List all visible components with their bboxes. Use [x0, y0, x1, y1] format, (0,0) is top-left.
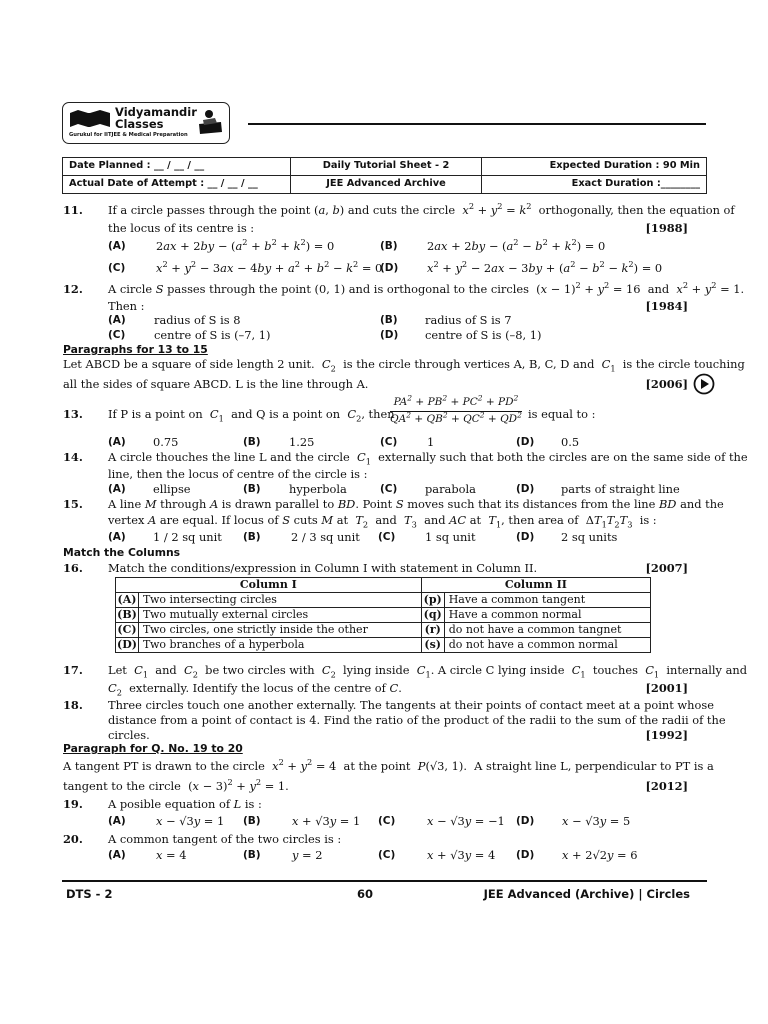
table-row [116, 638, 651, 653]
option-label: (D) [516, 436, 535, 448]
exact-duration: Exact Duration :________ [482, 176, 707, 194]
option-label: (B) [243, 849, 261, 861]
question-number: 13. [63, 407, 83, 421]
option-label: (D) [516, 531, 535, 543]
year-tag: [1988] [645, 221, 688, 235]
info-table [62, 157, 707, 194]
table-cell: Two branches of a hyperbola [139, 638, 422, 653]
question-text: line, then the locus of centre of the circle is : [108, 467, 368, 481]
question-text: Then : [108, 299, 145, 313]
fraction-expression: $\frac{PA^2 + PB^2 + PC^2 + PD^2}{QA^2 + QB^2 + QC^2 + QD^2}$ [390, 393, 522, 425]
option-label: (A) [108, 849, 126, 861]
logo-name [115, 106, 197, 130]
section-heading: Paragraphs for 13 to 15 [63, 343, 208, 356]
table-cell: (A) [116, 593, 139, 608]
option-label: (D) [516, 815, 535, 827]
question-number: 20. [63, 832, 83, 846]
option-text: centre of S is (–8, 1) [425, 328, 542, 342]
option-label: (A) [108, 436, 126, 448]
option-text: x = 4 [156, 848, 187, 862]
match-table [115, 577, 651, 653]
question-number: 15. [63, 497, 83, 511]
question-text: Three circles touch one another externally. The tangents at their points of contact meet at a point whose [108, 698, 714, 712]
option-label: (B) [243, 531, 261, 543]
question-text: If a circle passes through the point (a, b) and cuts the circle $x^2 + y^2 = k^2$ orthogonally, then the equation of [108, 201, 735, 217]
option-label: (C) [108, 262, 126, 274]
option-text: parts of straight line [561, 482, 680, 496]
option-text: x + √3y = 4 [427, 848, 496, 862]
year-tag: [2007] [645, 561, 688, 575]
footer-sheet-code: DTS - 2 [66, 887, 113, 901]
question-text: the locus of its centre is : [108, 221, 255, 235]
option-text: 2 sq units [561, 530, 618, 544]
option-text: x − √3y = −1 [427, 814, 505, 828]
sheet-title: Daily Tutorial Sheet - 2 [291, 158, 482, 176]
column-header: Column I [116, 578, 422, 593]
page-number: 60 [357, 887, 374, 901]
paragraph-text: tangent to the circle $(x - 3)^2 + y^2 = 1$. [63, 777, 289, 793]
logo [62, 102, 230, 144]
table-cell: Two intersecting circles [139, 593, 422, 608]
option-label: (C) [378, 531, 396, 543]
question-text: If P is a point on $C_1$ and Q is a point on $C_2$, then [108, 407, 395, 424]
table-cell: Two mutually external circles [139, 608, 422, 623]
table-cell: (D) [117, 638, 137, 651]
table-row [116, 623, 651, 638]
reader-logo-icon [195, 108, 225, 138]
question-number: 11. [63, 203, 83, 217]
option-label: (A) [108, 815, 126, 827]
table-cell: (p) [421, 593, 444, 608]
table-row [116, 608, 651, 623]
table-cell: (B) [117, 608, 137, 621]
table-cell: (r) [421, 623, 444, 638]
table-row [116, 593, 651, 608]
question-text: Let $C_1$ and $C_2$ be two circles with $C_2$ lying inside $C_1$. A circle C lying inside $C_1$ touches $C_1$ internally and [108, 663, 747, 680]
option-text: 2 / 3 sq unit [291, 530, 360, 544]
option-text: radius of S is 8 [154, 313, 241, 327]
year-tag: [2006] [645, 377, 688, 391]
option-text: 0.5 [561, 435, 580, 449]
header-rule [248, 123, 706, 125]
option-text: $x^2 + y^2 - 3ax - 4by + a^2 + b^2 - k^2 = 0$ [156, 259, 383, 275]
option-label: (A) [108, 314, 126, 326]
option-text: 1 / 2 sq unit [153, 530, 222, 544]
option-text: y = 2 [292, 848, 323, 862]
logo-name-line2: Classes [115, 117, 164, 131]
question-text: A circle thouches the line L and the circle $C_1$ externally such that both the circles are on the same side of the [108, 450, 748, 467]
option-label: (C) [380, 436, 398, 448]
section-heading: Paragraph for Q. No. 19 to 20 [63, 742, 243, 755]
option-label: (A) [108, 483, 126, 495]
play-video-icon[interactable] [693, 373, 715, 395]
question-text: is equal to : [528, 407, 596, 421]
option-label: (D) [516, 849, 535, 861]
option-label: (A) [108, 531, 126, 543]
year-tag: [1992] [645, 728, 688, 742]
question-text: vertex A are equal. If locus of S cuts M at $T_2$ and $T_3$ and AC at $T_1$, then area of $\Delta T_1T_2T_3$ is : [108, 513, 657, 530]
option-text: ellipse [153, 482, 191, 496]
table-cell: do not have a common tangnet [444, 623, 650, 638]
question-number: 12. [63, 282, 83, 296]
option-label: (D) [516, 483, 535, 495]
option-label: (A) [108, 240, 126, 252]
question-text: A circle S passes through the point (0, 1) and is orthogonal to the circles $(x - 1)^2 + y^2 = 16$ and $x^2 + y^2 = 1$. [108, 280, 745, 296]
option-text: x + √3y = 1 [292, 814, 361, 828]
option-label: (B) [243, 436, 261, 448]
question-text: $C_2$ externally. Identify the locus of the centre of C. [108, 681, 402, 698]
option-text: x + 2√2y = 6 [562, 848, 638, 862]
question-number: 18. [63, 698, 83, 712]
option-text: x − √3y = 5 [562, 814, 631, 828]
option-text: x − √3y = 1 [156, 814, 225, 828]
option-text: 0.75 [153, 435, 179, 449]
logo-name-line1: Vidyamandir [115, 105, 197, 119]
actual-date: Actual Date of Attempt : __ / __ / __ [63, 176, 291, 194]
option-text: hyperbola [289, 482, 347, 496]
table-cell: Have a common tangent [444, 593, 650, 608]
option-label: (B) [243, 483, 261, 495]
question-text: distance from a point of contact is 4. Find the ratio of the product of the radii to the sum of the radii of the [108, 713, 726, 727]
option-label: (D) [380, 262, 399, 274]
footer-rule [62, 880, 707, 882]
question-text: circles. [108, 728, 150, 742]
table-cell: (s) [421, 638, 444, 653]
date-planned: Date Planned : __ / __ / __ [63, 158, 291, 176]
option-text: parabola [425, 482, 476, 496]
option-text: 1 [427, 435, 435, 449]
option-label: (C) [378, 849, 396, 861]
option-label: (C) [378, 815, 396, 827]
column-header: Column II [421, 578, 650, 593]
option-text: 1.25 [289, 435, 315, 449]
option-text: 1 sq unit [425, 530, 476, 544]
footer-subject: JEE Advanced (Archive) | Circles [483, 887, 690, 901]
option-text: centre of S is (–7, 1) [154, 328, 271, 342]
option-label: (D) [380, 329, 399, 341]
option-label: (C) [380, 483, 398, 495]
table-cell: Two circles, one strictly inside the other [139, 623, 422, 638]
question-text: A posible equation of L is : [108, 797, 262, 811]
book-logo-icon [68, 107, 112, 129]
table-cell: (q) [421, 608, 444, 623]
paragraph-text: A tangent PT is drawn to the circle $x^2 + y^2 = 4$ at the point P(√3, 1). A straight line L, perpendicular to PT is a [63, 757, 714, 773]
paragraph-text: all the sides of square ABCD. L is the line through A. [63, 377, 369, 391]
option-text: $2ax + 2by - (a^2 + b^2 + k^2) = 0$ [156, 237, 335, 253]
section-heading: Match the Columns [63, 546, 181, 559]
year-tag: [2012] [645, 779, 688, 793]
paragraph-text: Let ABCD be a square of side length 2 unit. $C_2$ is the circle through vertices A, B, C, D and $C_1$ is the circle touching [63, 357, 745, 374]
option-text: $2ax + 2by - (a^2 - b^2 + k^2) = 0$ [427, 237, 606, 253]
year-tag: [2001] [645, 681, 688, 695]
option-label: (B) [380, 314, 398, 326]
question-text: Match the conditions/expression in Column I with statement in Column II. [108, 561, 538, 575]
table-cell: do not have a common normal [444, 638, 650, 653]
question-number: 16. [63, 561, 83, 575]
question-text: A common tangent of the two circles is : [108, 832, 342, 846]
question-number: 14. [63, 450, 83, 464]
question-text: A line M through A is drawn parallel to BD. Point S moves such that its distances from the line BD and the [108, 497, 724, 511]
logo-tagline: Gurukul for IITJEE & Medical Preparation [69, 132, 188, 138]
archive-label: JEE Advanced Archive [291, 176, 482, 194]
expected-duration: Expected Duration : 90 Min [482, 158, 707, 176]
question-number: 17. [63, 663, 83, 677]
table-cell: Have a common normal [444, 608, 650, 623]
option-text: $x^2 + y^2 - 2ax - 3by + (a^2 - b^2 - k^2) = 0$ [427, 259, 663, 275]
question-number: 19. [63, 797, 83, 811]
table-cell: (C) [117, 623, 137, 636]
option-label: (B) [243, 815, 261, 827]
year-tag: [1984] [645, 299, 688, 313]
option-label: (B) [380, 240, 398, 252]
option-text: radius of S is 7 [425, 313, 512, 327]
option-label: (C) [108, 329, 126, 341]
